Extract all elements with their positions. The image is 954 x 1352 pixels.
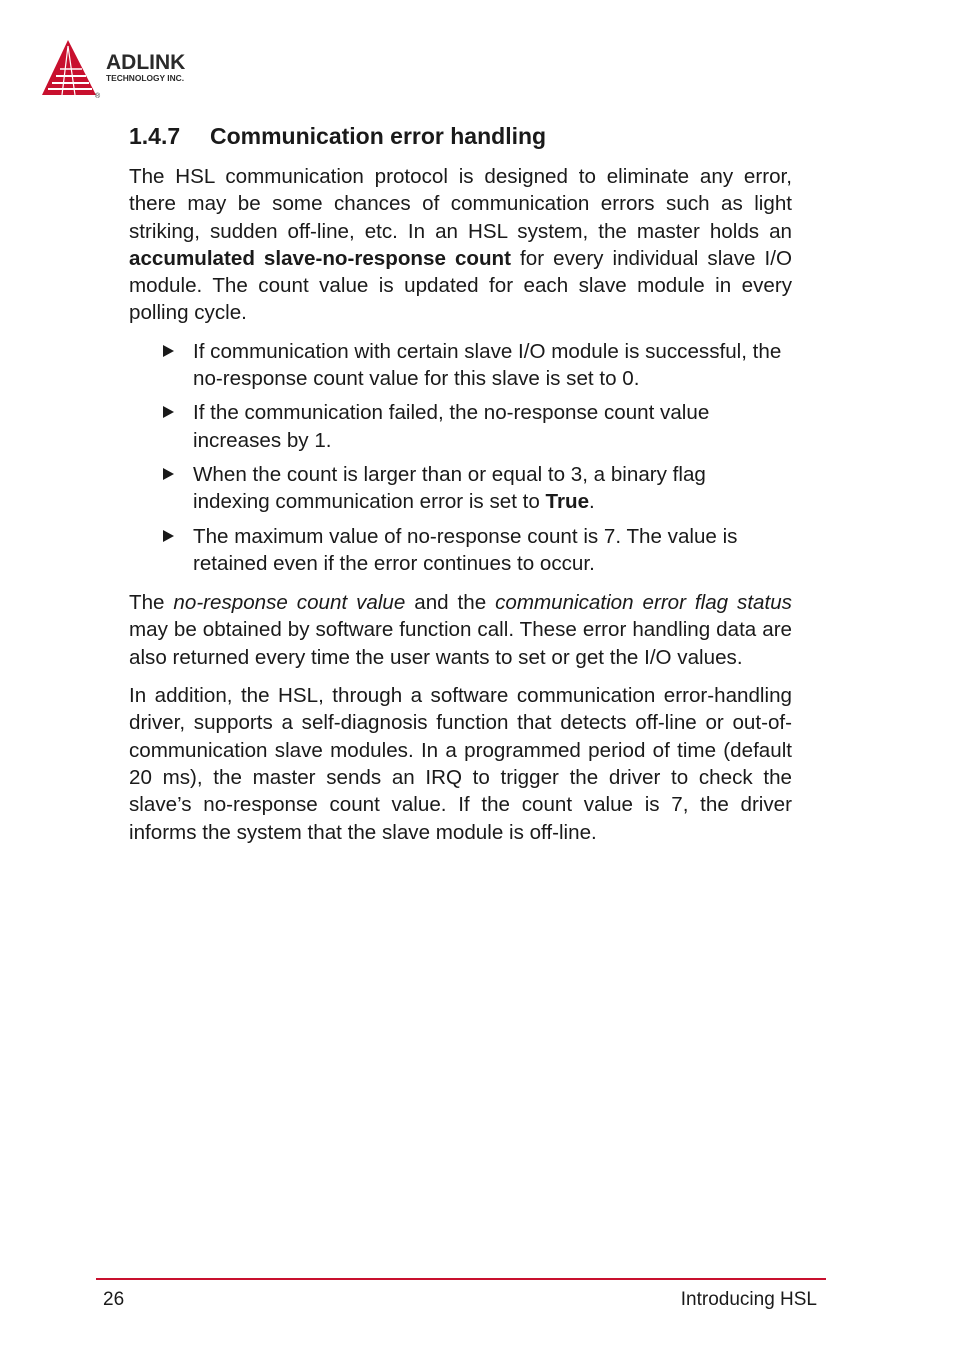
status-text-1: The xyxy=(129,591,174,615)
page-body xyxy=(129,163,792,857)
list-item xyxy=(193,523,792,578)
list-item xyxy=(193,399,792,454)
status-paragraph xyxy=(129,589,792,671)
section-title: Communication error handling xyxy=(210,123,547,149)
intro-text-1: The HSL communication protocol is designed to eliminate any error, there may be some chances of communication errors such as light striking, sudden off-line, etc. In an HSL system, the master holds an xyxy=(129,165,792,243)
self-diagnosis-paragraph: In addition, the HSL, through a software communication error-handling driver, supports a self-diagnosis function that detects off-line or out-of-communication slave modules. In a programmed period of time (default 20 ms), the master sends an IRQ to trigger the driver to check the slave’s no-response count value. If the count value is 7, the driver informs the system that the slave module is off-line. xyxy=(129,684,792,844)
status-italic-1: no-response count value xyxy=(173,591,406,615)
rules-list xyxy=(129,338,792,577)
bullet-arrow-icon xyxy=(163,345,174,357)
list-item-bold: True xyxy=(545,490,590,514)
bullet-arrow-icon xyxy=(163,406,174,418)
intro-text-2: for every individual slave I/O module. The count value is updated for each slave module in every polling cycle. xyxy=(129,246,792,325)
status-italic-2: communication error flag status xyxy=(495,591,792,615)
bullet-arrow-icon xyxy=(163,530,174,542)
section-number: 1.4.7 xyxy=(129,123,181,149)
bullet-arrow-icon xyxy=(163,468,174,480)
intro-paragraph xyxy=(129,163,792,327)
list-item-suffix: . xyxy=(589,490,595,514)
footer-chapter-title: Introducing HSL xyxy=(680,1289,817,1310)
logo-registered-mark: ® xyxy=(95,93,101,100)
logo-tagline: TECHNOLOGY INC. xyxy=(106,73,185,83)
list-item-text: If communication with certain slave I/O module is successful, the no-response count value for this slave is set to 0. xyxy=(193,339,782,391)
footer-divider xyxy=(96,1278,826,1280)
list-item-text: The maximum value of no-response count is 7. The value is retained even if the error continues to occur. xyxy=(193,524,738,575)
adlink-logo xyxy=(42,38,242,100)
adlink-triangle-logo-icon xyxy=(42,38,242,100)
status-text-3: may be obtained by software function call. These error handling data are also returned every time the user wants to set or get the I/O values. xyxy=(129,618,792,669)
status-text-2: and the xyxy=(405,591,496,615)
intro-bold-term: accumulated slave-no-response count xyxy=(129,246,511,270)
logo-brand: ADLINK xyxy=(106,51,186,74)
list-item xyxy=(193,338,792,393)
page-number: 26 xyxy=(103,1289,125,1310)
section-heading xyxy=(129,120,792,152)
list-item xyxy=(193,461,792,516)
list-item-text: When the count is larger than or equal to 3, a binary flag indexing communication error is set to xyxy=(193,462,706,514)
list-item-text: If the communication failed, the no-response count value increases by 1. xyxy=(193,401,710,452)
